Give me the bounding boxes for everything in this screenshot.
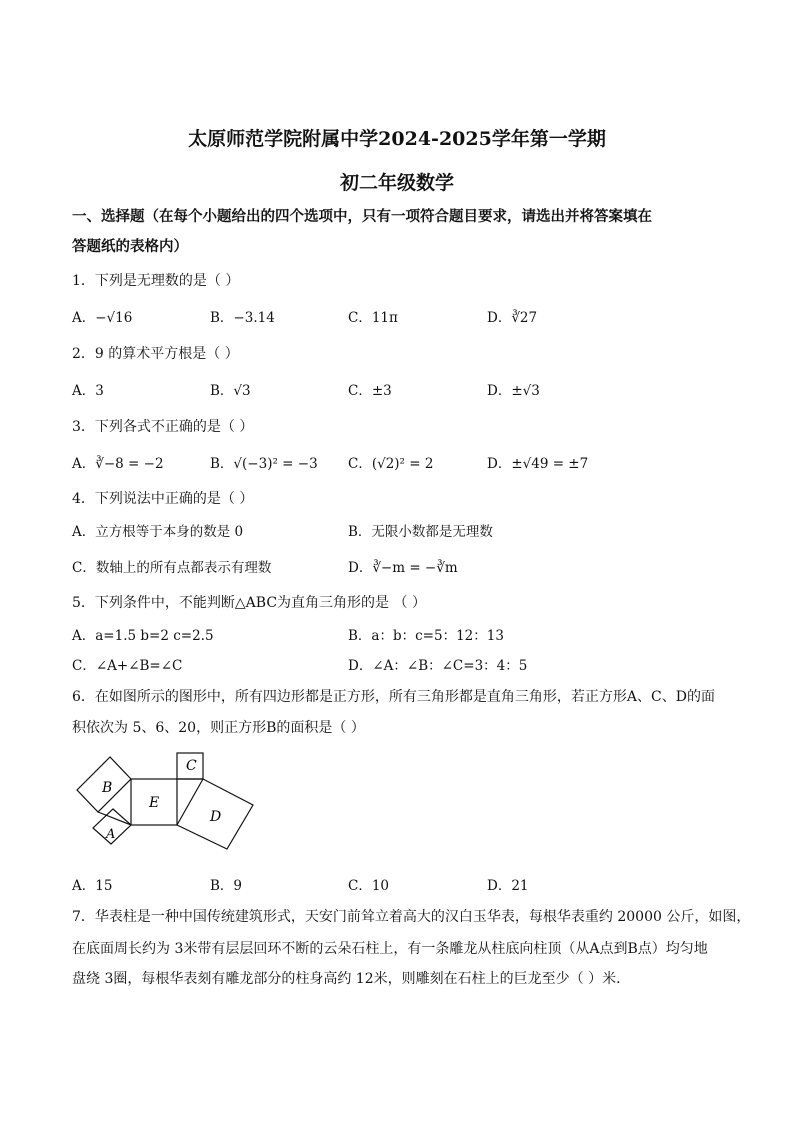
q5-option-d: D．∠A：∠B：∠C=3：4：5 — [348, 658, 528, 674]
label-a: A — [106, 827, 116, 842]
q2-option-c: C．±3 — [348, 383, 392, 399]
q4-option-b: B．无限小数都是无理数 — [348, 524, 493, 540]
q1-option-d: D．∛27 — [487, 310, 538, 326]
label-b: B — [102, 780, 113, 796]
q6-option-b: B．9 — [210, 878, 243, 894]
question-5-stem: 5．下列条件中，不能判断△ABC为直角三角形的是 （ ） — [72, 595, 426, 611]
q5-option-c: C．∠A+∠B=∠C — [72, 658, 183, 674]
q5-option-b: B．a：b：c=5：12：13 — [348, 628, 504, 644]
question-1-stem: 1．下列是无理数的是（ ） — [72, 273, 240, 289]
label-d: D — [210, 809, 222, 825]
q2-option-d: D．±√3 — [487, 383, 540, 399]
question-6-stem-line2: 积依次为 5、6、20，则正方形B的面积是（ ） — [72, 720, 365, 736]
q4-option-a: A．立方根等于本身的数是 0 — [72, 524, 244, 540]
q3-option-a: A．∛−8 = −2 — [72, 456, 164, 472]
q3-option-d: D．±√49 = ±7 — [487, 456, 589, 472]
section-heading-line1: 一、选择题（在每个小题给出的四个选项中，只有一项符合题目要求，请选出并将答案填在 — [72, 208, 652, 225]
question-7-stem-line2: 在底面周长约为 3米带有层层回环不断的云朵石柱上，有一条雕龙从柱底向柱顶（从A点到B点）均匀地 — [72, 941, 708, 957]
question-7-stem-line1: 7．华表柱是一种中国传统建筑形式，天安门前耸立着高大的汉白玉华表，每根华表重约 20000 公斤，如图， — [72, 909, 751, 925]
label-c: C — [186, 758, 197, 774]
page-title: 太原师范学院附属中学2024-2025学年第一学期 — [188, 128, 606, 150]
label-e: E — [149, 795, 160, 811]
q2-option-a: A．3 — [72, 383, 104, 399]
q6-option-d: D．21 — [487, 878, 529, 894]
q5-option-a: A．a=1.5 b=2 c=2.5 — [72, 628, 214, 644]
q3-option-c: C．(√2)² = 2 — [348, 456, 434, 472]
q4-option-d: D．∛−m = −∛m — [348, 560, 458, 576]
question-7-stem-line3: 盘绕 3圈，每根华表刻有雕龙部分的柱身高约 12米，则雕刻在石柱上的巨龙至少（ ）米． — [72, 971, 631, 987]
question-2-stem: 2．9 的算术平方根是（ ） — [72, 346, 239, 362]
q1-option-b: B．−3.14 — [210, 310, 275, 326]
q6-option-c: C．10 — [348, 878, 390, 894]
q6-option-a: A．15 — [72, 878, 113, 894]
q1-option-c: C．11π — [348, 310, 398, 326]
question-3-stem: 3．下列各式不正确的是（ ） — [72, 419, 254, 435]
q4-option-c: C．数轴上的所有点都表示有理数 — [72, 560, 272, 576]
squares-triangles-figure — [70, 745, 260, 855]
q2-option-b: B．√3 — [210, 383, 251, 399]
section-heading-line2: 答题纸的表格内） — [72, 238, 188, 255]
question-6-stem-line1: 6．在如图所示的图形中，所有四边形都是正方形，所有三角形都是直角三角形，若正方形A、C、D的面 — [72, 689, 715, 705]
q1-option-a: A．−√16 — [72, 310, 133, 326]
q3-option-b: B．√(−3)² = −3 — [210, 456, 318, 472]
page-subtitle: 初二年级数学 — [339, 172, 454, 194]
question-4-stem: 4．下列说法中正确的是（ ） — [72, 491, 254, 507]
